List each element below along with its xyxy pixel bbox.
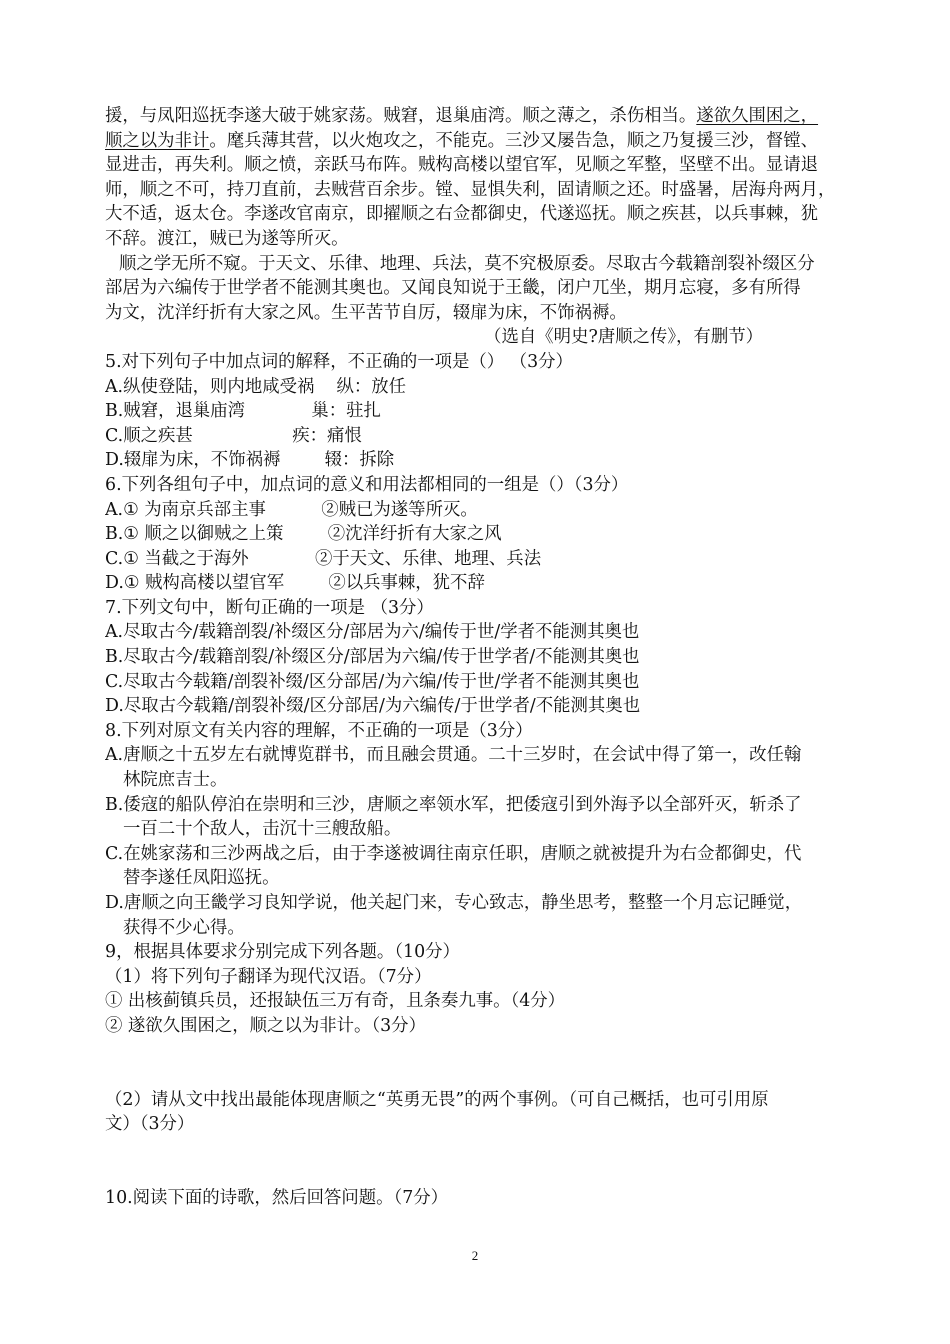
passage-line-5: 大不适，返太仓。李遂改官南京，即擢顺之右佥都御史，代遂巡抚。顺之疾甚，以兵事棘，犹: [105, 204, 819, 225]
passage-source: （选自《明史?唐顺之传》，有删节）: [484, 327, 763, 348]
passage-line-3: 显进击，再失利。顺之愤，亲跃马布阵。贼构高楼以望官军，见顺之军整，坚壁不出。显请退: [105, 155, 819, 176]
q8-option-c: C.在姚家荡和三沙两战之后，由于李遂被调往南京任职，唐顺之就被提升为右佥都御史，代: [105, 843, 802, 864]
answer-space: [105, 1039, 847, 1064]
q7-option-a: A.尽取古今/载籍剖裂/补缀区分/部居为六/编传于世/学者不能测其奥也: [105, 622, 640, 643]
passage-line-4: 师，顺之不可，持刀直前，去贼营百余步。镗、显惧失利，固请顺之还。时盛暑，居海舟两月，: [105, 179, 836, 200]
question-10-stem: 10.阅读下面的诗歌，然后回答问题。（7分）: [105, 1188, 449, 1209]
q8-option-a: A.唐顺之十五岁左右就博览群书，而且融会贯通。二十三岁时，在会试中得了第一，改任翰: [105, 745, 802, 766]
answer-space: [105, 1063, 847, 1088]
passage-paragraph-2-line-1: 顺之学无所不窥。于天文、乐律、地理、兵法，莫不究极原委。尽取古今载籍剖裂补缀区分: [119, 253, 815, 274]
q6-option-a: A.① 为南京兵部主事 ②贼已为遂等所灭。: [105, 499, 478, 520]
q5-option-b: B.贼窘，退巢庙湾 巢：驻扎: [105, 401, 381, 422]
underlined-phrase: 顺之以为非计: [105, 130, 210, 151]
document-body: [105, 104, 847, 1211]
q9-part-1: （1）将下列句子翻译为现代汉语。（7分）: [105, 966, 432, 987]
q5-option-d: D.辍扉为床，不饰祸褥 辍：拆除: [105, 450, 395, 471]
q5-option-c: C.顺之疾甚 疾：痛恨: [105, 425, 362, 446]
answer-space: [105, 1162, 847, 1187]
q8-option-d-cont: 获得不少心得。: [123, 917, 245, 938]
passage-line-6: 不辞。渡江，贼已为遂等所灭。: [105, 228, 349, 249]
q8-option-b: B.倭寇的船队停泊在崇明和三沙，唐顺之率领水军，把倭寇引到外海予以全部歼灭，斩杀了: [105, 794, 802, 815]
q8-option-b-cont: 一百二十个敌人，击沉十三艘敌船。: [123, 819, 402, 840]
q9-part-2: （2）请从文中找出最能体现唐顺之“英勇无畏”的两个事例。（可自己概括，也可引用原: [105, 1089, 769, 1110]
q9-item-1: ① 出核蓟镇兵员，还报缺伍三万有奇，且条奏九事。（4分）: [105, 991, 566, 1012]
q7-option-b: B.尽取古今/载籍剖裂/补缀区分/部居为六编/传于世学者/不能测其奥也: [105, 647, 640, 668]
answer-space: [105, 1137, 847, 1162]
q8-option-a-cont: 林院庶吉士。: [123, 770, 228, 791]
q7-option-d: D.尽取古今载籍/剖裂补缀/区分部居/为六编传/于世学者/不能测其奥也: [105, 696, 641, 717]
q8-option-d: D.唐顺之向王畿学习良知学说，他关起门来，专心致志，静坐思考，整整一个月忘记睡觉，: [105, 893, 803, 913]
question-6-stem: 6.下列各组句子中，加点词的意义和用法都相同的一组是（）（3分）: [105, 474, 629, 495]
underlined-phrase: 遂欲久围困之，: [696, 106, 819, 126]
q6-option-d: D.① 贼构高楼以望官军 ②以兵事棘，犹不辞: [105, 573, 485, 594]
q9-part-2-cont: 文）（3分）: [105, 1114, 195, 1135]
passage-line-8: 部居为六编传于世学者不能测其奥也。又闻良知说于王畿，闭户兀坐，期月忘寝，多有所得: [105, 278, 801, 299]
question-7-stem: 7.下列文句中，断句正确的一项是 （3分）: [105, 597, 434, 618]
question-8-stem: 8.下列对原文有关内容的理解，不正确的一项是（3分）: [105, 720, 533, 741]
question-9-stem: 9，根据具体要求分别完成下列各题。（10分）: [105, 942, 460, 963]
passage-line-1: 援，与凤阳巡抚李遂大破于姚家荡。贼窘，退巢庙湾。顺之薄之，杀伤相当。遂欲久围困之，: [105, 106, 819, 126]
question-5-stem: 5.对下列句子中加点词的解释，不正确的一项是（） （3分）: [105, 351, 573, 372]
q7-option-c: C.尽取古今载籍/剖裂补缀/区分部居/为六编/传于世/学者不能测其奥也: [105, 671, 640, 692]
passage-line-2: 顺之以为非计。麾兵薄其营，以火炮攻之，不能克。三沙又屡告急，顺之乃复援三沙，督镗、: [105, 130, 819, 151]
q6-option-b: B.① 顺之以御贼之上策 ②沈洋纡折有大家之风: [105, 524, 502, 545]
passage-line-9: 为文，沈洋纡折有大家之风。生平苦节自厉，辍扉为床，不饰祸褥。: [105, 302, 627, 323]
q5-option-a: A.纵使登陆，则内地咸受祸 纵：放任: [105, 376, 407, 397]
page-number: 2: [471, 1248, 479, 1263]
q6-option-c: C.① 当截之于海外 ②于天文、乐律、地理、兵法: [105, 548, 542, 569]
q8-option-c-cont: 替李遂任凤阳巡抚。: [123, 868, 280, 889]
q9-item-2: ② 遂欲久围困之，顺之以为非计。（3分）: [105, 1015, 426, 1036]
